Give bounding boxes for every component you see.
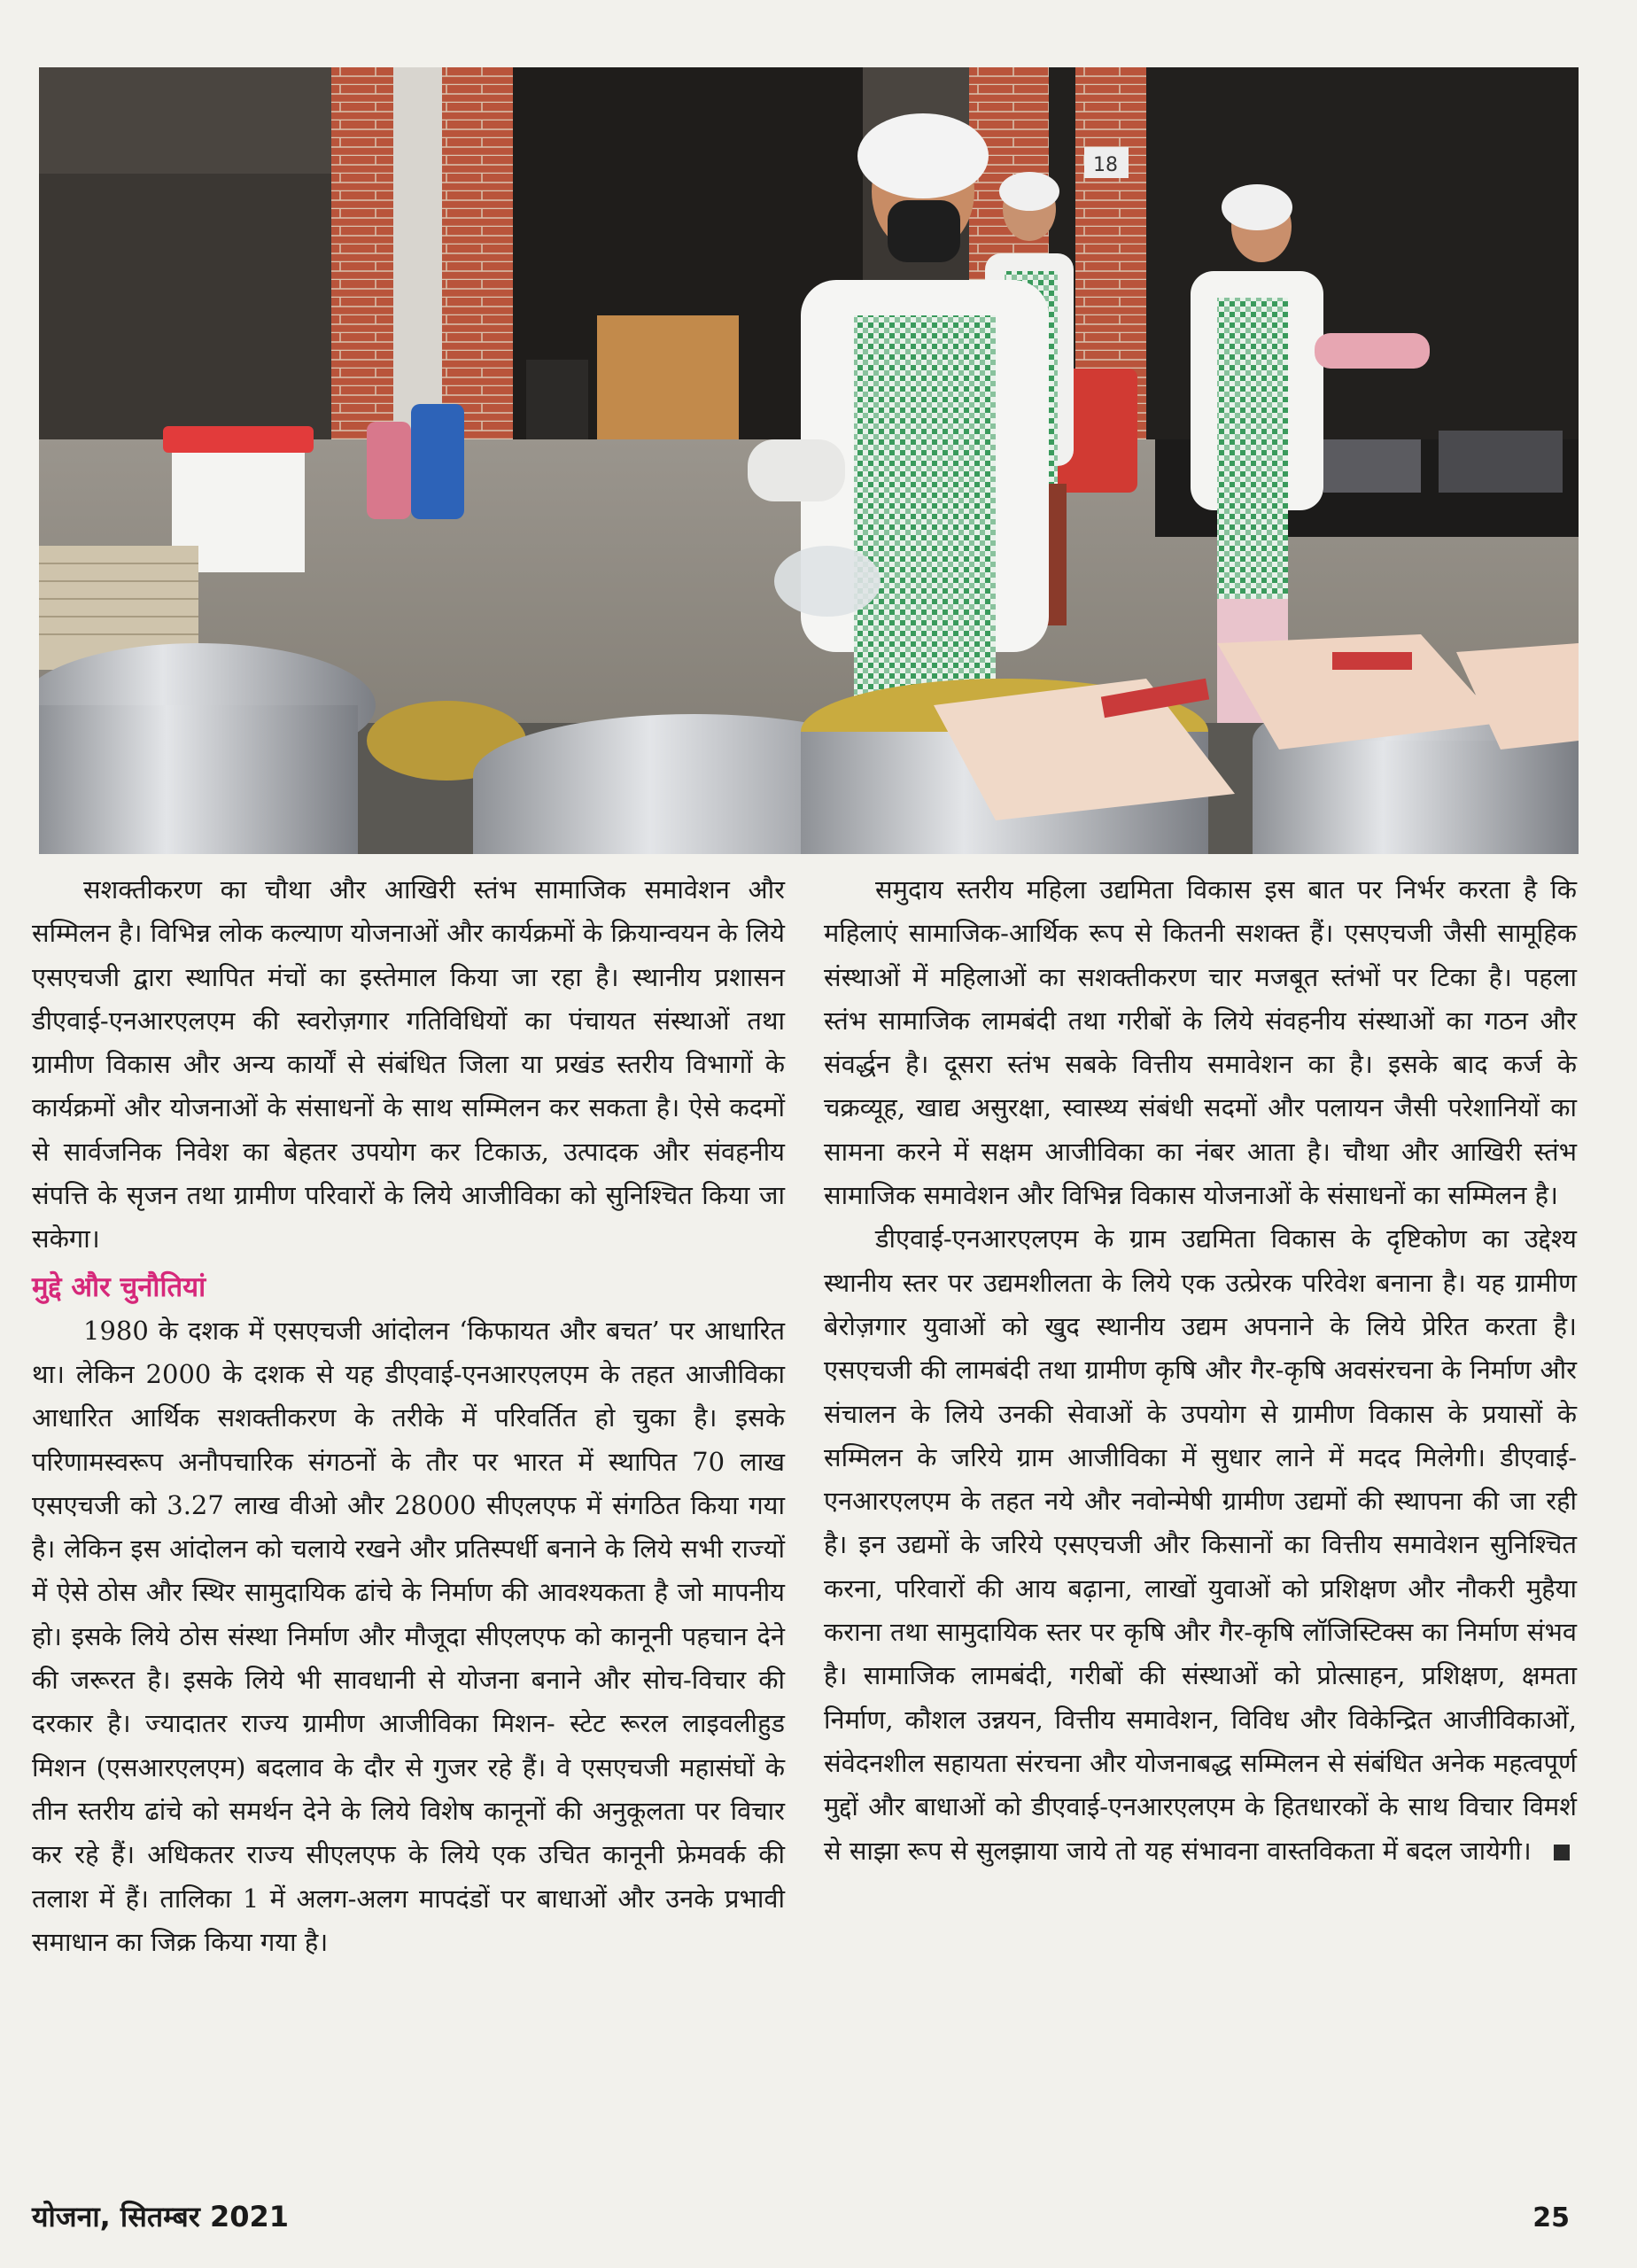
left-paragraph-1: सशक्तीकरण का चौथा और आखिरी स्तंभ सामाजिक समावेशन और सम्मिलन है। विभिन्न लोक कल्याण योजनाओं और कार्यक्रमों के क्रियान्वयन के लिये एसएचजी द्वारा स्थापित मंचों का इस्तेमाल किया जा रहा है। स्थानीय प्रशासन डीएवाई-एनआरएलएम की स्वरोज़गार गतिविधियों का पंचायत संस्थाओं तथा ग्रामीण विकास और अन्य कार्यों से संबंधित जिला या प्रखंड स्तरीय विभागों के कार्यक्रमों और योजनाओं के संसाधनों के साथ सम्मिलन कर सकता है। ऐसे कदमों से सार्वजनिक निवेश का बेहतर उपयोग कर टिकाऊ, उत्पादक और संवहनीय संपत्ति के सृजन तथा ग्रामीण परिवारों के लिये आजीविका को सुनिश्चित किया जा सकेगा। [32, 874, 785, 1254]
article-end-mark [1554, 1845, 1570, 1860]
right-paragraph-2: डीएवाई-एनआरएलएम के ग्राम उद्यमिता विकास के दृष्टिकोण का उद्देश्य स्थानीय स्तर पर उद्यमशीलता के लिये एक उत्प्रेरक परिवेश बनाना है। यह ग्रामीण बेरोज़गार युवाओं को खुद स्थानीय उद्यम अपनाने के लिये प्रेरित करता है। एसएचजी की लामबंदी तथा ग्रामीण कृषि और गैर-कृषि अवसंरचना के निर्माण और संचालन के लिये उनकी सेवाओं के उपयोग से ग्रामीण विकास के प्रयासों के सम्मिलन के जरिये ग्राम आजीविका में सुधार लाने में मदद मिलेगी। डीएवाई-एनआरएलएम के तहत नये और नवोन्मेषी ग्रामीण उद्यमों की स्थापना की जा रही है। इन उद्यमों के जरिये एसएचजी और किसानों का वित्तीय समावेशन सुनिश्चित करना, परिवारों की आय बढ़ाना, लाखों युवाओं को प्रशिक्षण और नौकरी मुहैया कराना तथा सामुदायिक स्तर पर कृषि और गैर-कृषि लॉजिस्टिक्स का निर्माण संभव है। सामाजिक लामबंदी, गरीबों की संस्थाओं को प्रोत्साहन, प्रशिक्षण, क्षमता निर्माण, कौशल उन्नयन, वित्तीय समावेशन, विविध और विकेन्द्रित आजीविकाओं, संवेदनशील सहायता संरचना और योजनाबद्ध सम्मिलन से संबंधित अनेक महत्वपूर्ण मुद्दों और बाधाओं को डीएवाई-एनआरएलएम के हितधारकों के साथ विचार विमर्श से साझा रूप से सुलझाया जाये तो यह संभावना वास्तविकता में बदल जायेगी। [824, 1223, 1577, 1866]
section-heading: मुद्दे और चुनौतियां [32, 1270, 206, 1303]
article-photo [39, 67, 1579, 854]
right-column [824, 868, 1577, 1873]
right-paragraph-1: समुदाय स्तरीय महिला उद्यमिता विकास इस बात पर निर्भर करता है कि महिलाएं सामाजिक-आर्थिक रूप से कितनी सशक्त हैं। एसएचजी जैसी सामूहिक संस्थाओं में महिलाओं का सशक्तीकरण चार मजबूत स्तंभों पर टिका है। पहला स्तंभ सामाजिक लामबंदी तथा गरीबों के लिये संवहनीय संस्थाओं का गठन और संवर्द्धन है। दूसरा स्तंभ सबके वित्तीय समावेशन का है। इसके बाद कर्ज के चक्रव्यूह, खाद्य असुरक्षा, स्वास्थ्य संबंधी सदमों और पलायन जैसी परेशानियों का सामना करने में सक्षम आजीविका का नंबर आता है। चौथा और आखिरी स्तंभ सामाजिक समावेशन और विभिन्न विकास योजनाओं के संसाधनों का सम्मिलन है। [824, 874, 1577, 1211]
door-sign: 18 [1093, 154, 1118, 176]
left-paragraph-2: 1980 के दशक में एसएचजी आंदोलन ‘किफायत और बचत’ पर आधारित था। लेकिन 2000 के दशक से यह डीएवाई-एनआरएलएम के तहत आजीविका आधारित आर्थिक सशक्तीकरण के तरीके में परिवर्तित हो चुका है। इसके परिणामस्वरूप अनौपचारिक संगठनों के तौर पर भारत में स्थापित 70 लाख एसएचजी को 3.27 लाख वीओ और 28000 सीएलएफ में संगठित किया गया है। लेकिन इस आंदोलन को चलाये रखने और प्रतिस्पर्धी बनाने के लिये सभी राज्यों में ऐसे ठोस और स्थिर सामुदायिक ढांचे के निर्माण की आवश्यकता है जो मापनीय हो। इसके लिये ठोस संस्था निर्माण और मौजूदा सीएलएफ को कानूनी पहचान देने की जरूरत है। इसके लिये भी सावधानी से योजना बनाने और सोच-विचार की दरकार है। ज्यादातर राज्य ग्रामीण आजीविका मिशन- स्टेट रूरल लाइवलीहुड मिशन (एसआरएलएम) बदलाव के दौर से गुजर रहे हैं। वे एसएचजी महासंघों के तीन स्तरीय ढांचे को समर्थन देने के लिये विशेष कानूनों की अनुकूलता पर विचार कर रहे हैं। अधिकतर राज्य सीएलएफ के लिये एक उचित कानूनी फ्रेमवर्क की तलाश में हैं। तालिका 1 में अलग-अलग मापदंडों पर बाधाओं और उनके प्रभावी समाधान का जिक्र किया गया है। [32, 1315, 785, 1957]
footer-magazine-title: योजना, सितम्बर 2021 [32, 2200, 290, 2233]
left-column [32, 868, 785, 1964]
page-number: 25 [1532, 2202, 1570, 2233]
